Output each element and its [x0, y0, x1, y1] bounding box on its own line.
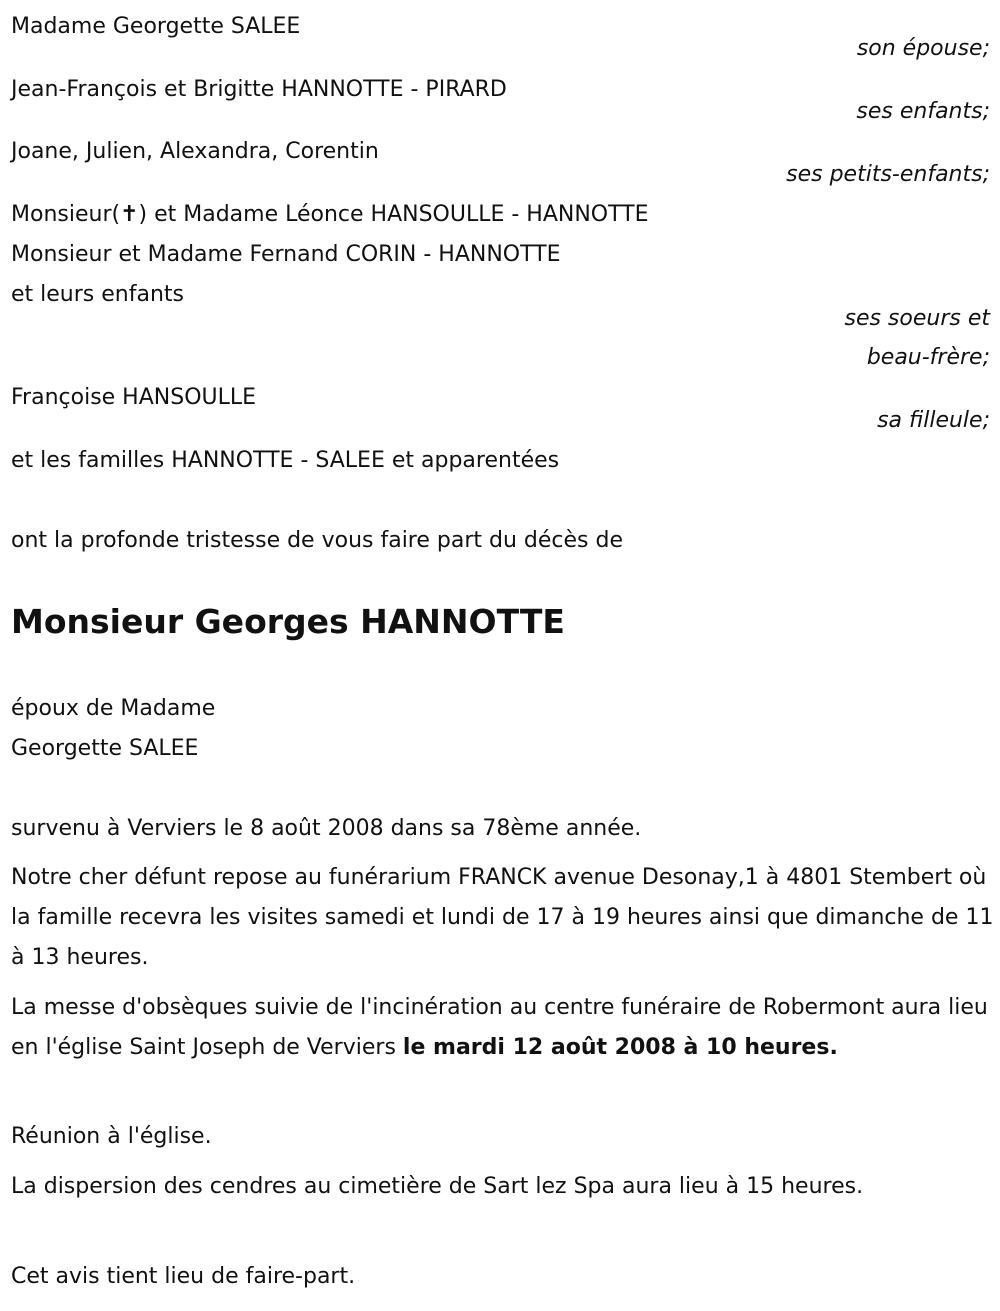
family-relation: ses petits-enfants;: [786, 162, 990, 187]
family-name: Madame Georgette SALEE: [11, 14, 301, 39]
deceased-name: Monsieur Georges HANNOTTE: [11, 602, 565, 641]
spouse-line: Georgette SALEE: [11, 736, 199, 761]
mass-text: La messe d'obsèques suivie de l'incinération au centre funéraire de Robermont aura lieu en l'église Saint Joseph de Verviers: [11, 995, 988, 1060]
mass-paragraph: [11, 988, 996, 1068]
meeting-paragraph: Réunion à l'église.: [11, 1124, 212, 1149]
announcement-text: ont la profonde tristesse de vous faire part du décès de: [11, 528, 623, 553]
funerarium-paragraph: Notre cher défunt repose au funérarium FRANCK avenue Desonay,1 à 4801 Stembert où la famille recevra les visites samedi et lundi de 17 à 19 heures ainsi que dimanche de 11 à 13 heures.: [11, 865, 994, 970]
family-name: et les familles HANNOTTE - SALEE et apparentées: [11, 448, 560, 473]
family-relation: ses soeurs et: [844, 306, 990, 331]
family-name: Monsieur(✝) et Madame Léonce HANSOULLE - HANNOTTE: [11, 202, 649, 227]
family-name: Joane, Julien, Alexandra, Corentin: [11, 139, 379, 164]
ashes-paragraph: La dispersion des cendres au cimetière de Sart lez Spa aura lieu à 15 heures.: [11, 1174, 864, 1199]
family-name: Françoise HANSOULLE: [11, 385, 257, 410]
family-name: et leurs enfants: [11, 282, 184, 307]
spouse-line: époux de Madame: [11, 696, 216, 721]
family-relation: son épouse;: [856, 36, 990, 61]
family-relation: sa filleule;: [877, 408, 990, 433]
family-name: Jean-François et Brigitte HANNOTTE - PIRARD: [11, 77, 507, 102]
family-name: Monsieur et Madame Fernand CORIN - HANNOTTE: [11, 242, 561, 267]
mass-date: le mardi 12 août 2008 à 10 heures.: [402, 1035, 838, 1060]
family-relation: beau-frère;: [866, 345, 990, 370]
notice-paragraph: Cet avis tient lieu de faire-part.: [11, 1264, 356, 1289]
family-relation: ses enfants;: [856, 99, 990, 124]
death-paragraph: survenu à Verviers le 8 août 2008 dans sa 78ème année.: [11, 816, 642, 841]
